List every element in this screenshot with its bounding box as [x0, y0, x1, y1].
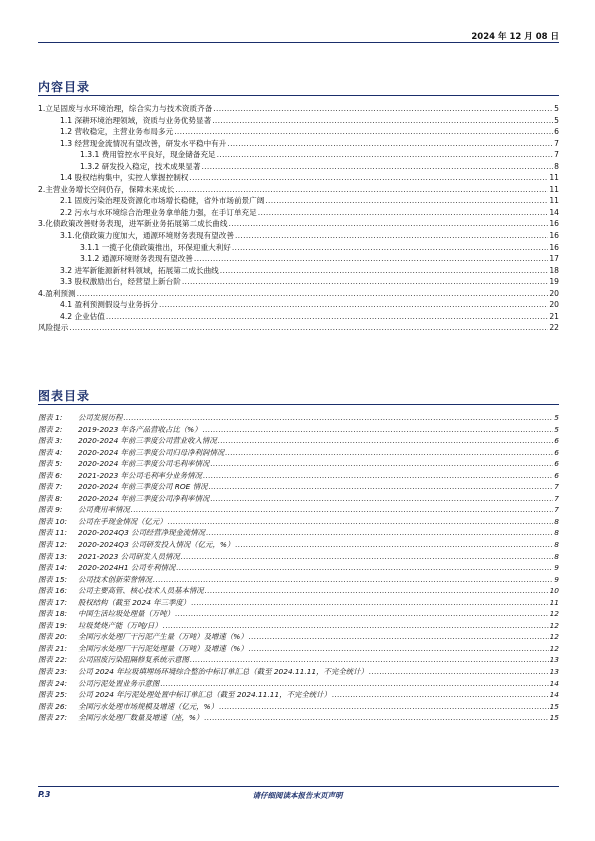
figure-entry[interactable]	[38, 689, 559, 701]
figure-entry-label: 图表 11:	[38, 528, 68, 538]
toc-entry[interactable]	[38, 103, 559, 115]
toc-entry-page: 11	[549, 173, 559, 183]
dot-leader	[218, 436, 554, 445]
figure-entry-text: 2020-2024 年前三季度公司净利率情况	[78, 493, 210, 503]
toc-entry-page: 19	[549, 277, 559, 287]
dot-leader	[201, 162, 553, 171]
figure-entry-page: 11	[549, 597, 559, 607]
dot-leader	[176, 563, 553, 572]
figure-entry[interactable]	[38, 678, 559, 690]
toc-entry-page: 11	[549, 196, 559, 206]
toc-entry-page: 5	[554, 104, 559, 113]
figure-entry-text: 股权结构（截至 2024 年三季度）	[78, 597, 191, 607]
toc-entry-page: 11	[549, 184, 559, 194]
toc-entry[interactable]	[38, 311, 559, 323]
toc-entry[interactable]	[38, 230, 559, 242]
figure-entry-text: 2020-2024 年前三季度公司 ROE 情况	[78, 482, 208, 492]
figure-entry-label: 图表 4:	[38, 447, 63, 457]
toc-entry-text: 2.主营业务增长空间仍存，保障未来成长	[38, 184, 175, 194]
figure-entry-label: 图表 19:	[38, 620, 68, 630]
toc-entry-text: 1.3 经营现金流情况有望改善，研发水平稳中有升	[60, 138, 227, 148]
figure-entry[interactable]	[38, 654, 559, 666]
figures-title: 图表目录	[38, 389, 91, 403]
dot-leader	[189, 173, 548, 182]
figure-entry-page: 12	[549, 620, 559, 630]
figure-entry-page: 6	[554, 436, 559, 446]
figure-entry-text: 2020-2024 年前三季度公司毛利率情况	[78, 459, 210, 469]
dot-leader	[249, 632, 549, 641]
dot-leader	[210, 459, 553, 468]
dot-leader	[213, 104, 553, 113]
figure-entry[interactable]	[38, 504, 559, 516]
dot-leader	[205, 586, 549, 595]
figure-entry-label: 图表 3:	[38, 436, 63, 446]
figure-entry-label: 图表 1:	[38, 413, 63, 422]
figure-entry[interactable]	[38, 643, 559, 655]
figure-entry-page: 12	[549, 609, 559, 619]
toc-entry[interactable]	[38, 299, 559, 311]
dot-leader	[203, 425, 554, 434]
dot-leader	[235, 231, 548, 240]
figure-entry-text: 全国污水处理厂干污泥产生量（万吨）及增速（%）	[78, 632, 248, 642]
figure-entry-label: 图表 12:	[38, 540, 68, 550]
figure-entry-page: 8	[554, 551, 559, 561]
dot-leader	[175, 185, 548, 194]
dot-leader	[220, 266, 549, 275]
figure-entry[interactable]	[38, 435, 559, 447]
toc-entry-page: 20	[549, 288, 559, 298]
figure-entry-label: 图表 18:	[38, 609, 68, 619]
figure-entry-text: 全国污水处理市场规模及增速（亿元，%）	[78, 701, 219, 711]
figure-entry-page: 8	[554, 528, 559, 538]
toc-entry-page: 7	[554, 138, 559, 148]
dot-leader	[219, 702, 549, 711]
figure-entry-page: 15	[549, 701, 559, 711]
figure-entry-text: 2021-2023 年公司毛利率分业务情况	[78, 470, 202, 480]
dot-leader	[203, 471, 553, 480]
dot-leader	[131, 505, 554, 514]
toc-entry-text: 3.1.2 通源环境财务表现有望改善	[80, 254, 193, 264]
figure-entry-page: 7	[554, 505, 559, 515]
figure-entry-text: 公司固废污染阻隔修复系统示意图	[78, 655, 189, 665]
dot-leader	[232, 243, 549, 252]
toc-entry[interactable]	[38, 126, 559, 138]
figure-entry[interactable]	[38, 539, 559, 551]
figure-entry-text: 2020-2024H1 公司专利情况	[78, 563, 176, 573]
toc-entry-page: 21	[549, 311, 559, 321]
toc-title-divider	[38, 95, 559, 96]
figure-entry[interactable]	[38, 631, 559, 643]
dot-leader	[159, 300, 548, 309]
dot-leader	[191, 598, 548, 607]
figure-entry[interactable]	[38, 551, 559, 563]
toc-entry-text: 4.2 企业估值	[60, 311, 105, 321]
figure-entry[interactable]	[38, 701, 559, 713]
figure-entry-label: 图表 26:	[38, 701, 68, 711]
report-date: 2024 年 12 月 08 日	[471, 32, 559, 42]
dot-leader	[160, 679, 548, 688]
figure-entry[interactable]	[38, 562, 559, 574]
toc-entry-text: 1.立足固废与水环境治理，综合实力与技术资质齐备	[38, 104, 213, 113]
figure-entry-label: 图表 27:	[38, 713, 68, 723]
figure-entry-page: 9	[554, 574, 559, 584]
toc-entry[interactable]	[38, 138, 559, 150]
toc-entry-page: 5	[554, 115, 559, 125]
figure-entry-text: 公司 2024 年垃圾填埋场环境综合整治中标订单汇总（截至 2024.11.11，不完全统计）	[78, 667, 368, 677]
figure-entry-label: 图表 17:	[38, 597, 68, 607]
dot-leader	[258, 208, 549, 217]
figure-entry-page: 5	[554, 413, 559, 422]
figure-entry[interactable]	[38, 585, 559, 597]
dot-leader	[168, 517, 554, 526]
page-number: P.3	[38, 790, 51, 799]
figure-entry-text: 全国污水处理厂干污泥处理量（万吨）及增速（%）	[78, 643, 248, 653]
toc-entry-page: 16	[549, 242, 559, 252]
toc-entry-text: 3.3 股权激励出台，经营望上新台阶	[60, 277, 181, 287]
figure-entry-label: 图表 25:	[38, 690, 68, 700]
toc-entry-text: 3.化债政策改善财务表现，进军新业务拓展第二成长曲线	[38, 219, 228, 229]
header-divider	[38, 42, 559, 43]
toc-entry[interactable]	[38, 207, 559, 219]
toc-entry[interactable]	[38, 288, 559, 300]
dot-leader	[210, 494, 553, 503]
dot-leader	[227, 139, 553, 148]
figure-entry-page: 7	[554, 482, 559, 492]
figure-entry[interactable]	[38, 447, 559, 459]
figure-entry-label: 图表 10:	[38, 516, 68, 526]
toc-entry-text: 2.2 污水与水环境综合治理业务拿单能力强，在手订单充足	[60, 207, 257, 217]
figure-entry-page: 7	[554, 493, 559, 503]
footer-divider	[38, 786, 559, 787]
dot-leader	[265, 196, 548, 205]
table-of-contents	[38, 103, 559, 334]
figure-entry[interactable]	[38, 493, 559, 505]
toc-entry-page: 16	[549, 219, 559, 229]
toc-entry-page: 14	[549, 207, 559, 217]
toc-entry-page: 8	[554, 161, 559, 171]
figure-entry-page: 5	[554, 424, 559, 434]
figure-entry-page: 6	[554, 447, 559, 457]
dot-leader	[206, 528, 553, 537]
figure-entry-label: 图表 2:	[38, 424, 63, 434]
figure-entry-page: 14	[549, 678, 559, 688]
dot-leader	[190, 655, 549, 664]
figure-entry-page: 14	[549, 690, 559, 700]
dot-leader	[123, 413, 553, 422]
dot-leader	[77, 289, 549, 298]
figure-entry-page: 9	[554, 563, 559, 573]
figure-entry-label: 图表 9:	[38, 505, 63, 515]
figure-entry[interactable]	[38, 608, 559, 620]
figure-entry-page: 8	[554, 540, 559, 550]
toc-entry[interactable]	[38, 115, 559, 127]
figure-entry[interactable]	[38, 458, 559, 470]
toc-entry-page: 17	[549, 254, 559, 264]
figure-entry-label: 图表 16:	[38, 586, 68, 596]
list-of-figures	[38, 412, 559, 724]
figure-entry-page: 8	[554, 516, 559, 526]
dot-leader	[182, 277, 549, 286]
dot-leader	[369, 667, 549, 676]
figure-entry-label: 图表 21:	[38, 643, 68, 653]
dot-leader	[181, 552, 554, 561]
toc-entry[interactable]	[38, 195, 559, 207]
figure-entry[interactable]	[38, 574, 559, 586]
toc-entry[interactable]	[38, 242, 559, 254]
figure-entry-text: 2019-2023 年各产品营收占比（%）	[78, 424, 202, 434]
figure-entry-text: 中国生活垃圾处理量（万吨）	[78, 609, 175, 619]
toc-entry[interactable]	[38, 184, 559, 196]
toc-entry[interactable]	[38, 265, 559, 277]
toc-entry-text: 1.3.2 研发投入稳定，技术成果显著	[80, 161, 201, 171]
figures-title-divider	[38, 404, 559, 405]
figure-entry[interactable]	[38, 424, 559, 436]
toc-entry[interactable]	[38, 253, 559, 265]
figure-entry-text: 公司污泥处置业务示意图	[78, 678, 160, 688]
toc-entry-page: 20	[549, 300, 559, 310]
toc-entry[interactable]	[38, 218, 559, 230]
toc-entry[interactable]	[38, 322, 559, 334]
figure-entry-label: 图表 23:	[38, 667, 68, 677]
figure-entry-label: 图表 24:	[38, 678, 68, 688]
toc-title: 内容目录	[38, 80, 91, 94]
toc-entry[interactable]	[38, 161, 559, 173]
toc-entry-text: 3.1.化债政策力度加大，通源环境财务表现有望改善	[60, 231, 234, 241]
dot-leader	[217, 150, 554, 159]
figure-entry-label: 图表 13:	[38, 551, 68, 561]
toc-entry-text: 1.4 股权结构集中，实控人掌握控制权	[60, 173, 189, 183]
figure-entry[interactable]	[38, 712, 559, 724]
figure-entry-page: 13	[549, 667, 559, 677]
figure-entry[interactable]	[38, 666, 559, 678]
figure-entry-text: 公司 2024 年污泥处理处置中标订单汇总（截至 2024.11.11，不完全统计）	[78, 690, 331, 700]
dot-leader	[174, 127, 553, 136]
figure-entry[interactable]	[38, 597, 559, 609]
figure-entry-text: 2020-2024 年前三季度公司归母净利润情况	[78, 447, 225, 457]
figure-entry-text: 2020-2024Q3 公司经营净现金流情况	[78, 528, 206, 538]
toc-entry-text: 1.2 营收稳定，主营业务布局多元	[60, 127, 174, 137]
figure-entry[interactable]	[38, 527, 559, 539]
toc-entry-page: 16	[549, 231, 559, 241]
figure-entry-page: 12	[549, 643, 559, 653]
dot-leader	[153, 575, 553, 584]
figure-entry-page: 10	[549, 586, 559, 596]
figure-entry[interactable]	[38, 481, 559, 493]
figure-entry-text: 公司发展历程	[78, 413, 123, 422]
dot-leader	[204, 713, 548, 722]
figure-entry-text: 全国污水处理厂数量及增速（座，%）	[78, 713, 204, 723]
figure-entry[interactable]	[38, 412, 559, 424]
figure-entry-page: 13	[549, 655, 559, 665]
toc-entry-text: 3.1.1 一揽子化债政策推出，环保迎重大利好	[80, 242, 231, 252]
dot-leader	[229, 219, 549, 228]
figure-entry-page: 12	[549, 632, 559, 642]
dot-leader	[175, 609, 549, 618]
toc-entry-text: 3.2 进军新能源新材料领域，拓展第二成长曲线	[60, 265, 219, 275]
toc-entry-text: 1.1 深耕环境治理领域，资质与业务优势显著	[60, 115, 212, 125]
figure-entry-text: 2020-2024Q3 公司研发投入情况（亿元，%）	[78, 540, 235, 550]
dot-leader	[332, 690, 549, 699]
figure-entry-text: 垃圾焚烧产能（万吨/日）	[78, 620, 162, 630]
figure-entry-label: 图表 22:	[38, 655, 68, 665]
figure-entry-text: 2020-2024 年前三季度公司营业收入情况	[78, 436, 217, 446]
dot-leader	[69, 323, 548, 332]
figure-entry-text: 公司主要高管、核心技术人员基本情况	[78, 586, 204, 596]
toc-entry-text: 2.1 固废污染治理及资源化市场增长稳健，省外市场前景广阔	[60, 196, 265, 206]
figure-entry-text: 公司在手现金情况（亿元）	[78, 516, 167, 526]
figure-entry-label: 图表 15:	[38, 574, 68, 584]
toc-entry-text: 1.3.1 费用管控水平良好，现金储备充足	[80, 150, 216, 160]
dot-leader	[225, 448, 553, 457]
figure-entry[interactable]	[38, 470, 559, 482]
figure-entry-text: 公司技术创新荣誉情况	[78, 574, 152, 584]
toc-entry-page: 22	[549, 323, 559, 333]
toc-entry[interactable]	[38, 172, 559, 184]
figure-entry-text: 2021-2023 公司研发人员情况	[78, 551, 180, 561]
dot-leader	[194, 254, 548, 263]
toc-entry[interactable]	[38, 276, 559, 288]
figure-entry-label: 图表 14:	[38, 563, 68, 573]
figure-entry-text: 公司费用率情况	[78, 505, 130, 515]
figure-entry-page: 15	[549, 713, 559, 723]
figure-entry-label: 图表 8:	[38, 493, 63, 503]
dot-leader	[212, 116, 553, 125]
dot-leader	[163, 621, 549, 630]
disclaimer-notice: 请仔细阅读本报告末页声明	[252, 791, 343, 800]
figure-entry-label: 图表 7:	[38, 482, 63, 492]
dot-leader	[208, 482, 553, 491]
toc-entry[interactable]	[38, 149, 559, 161]
toc-entry-text: 4.1 盈利预测假设与业务拆分	[60, 300, 159, 310]
figure-entry-label: 图表 5:	[38, 459, 63, 469]
toc-entry-text: 风险提示	[38, 323, 69, 333]
toc-entry-text: 4.盈利预测	[38, 288, 76, 298]
dot-leader	[235, 540, 553, 549]
figure-entry[interactable]	[38, 516, 559, 528]
figure-entry-label: 图表 6:	[38, 470, 63, 480]
figure-entry[interactable]	[38, 620, 559, 632]
figure-entry-page: 6	[554, 470, 559, 480]
figure-entry-label: 图表 20:	[38, 632, 68, 642]
dot-leader	[249, 644, 549, 653]
dot-leader	[106, 312, 548, 321]
toc-entry-page: 7	[554, 150, 559, 160]
toc-entry-page: 6	[554, 127, 559, 137]
figure-entry-page: 6	[554, 459, 559, 469]
toc-entry-page: 18	[549, 265, 559, 275]
